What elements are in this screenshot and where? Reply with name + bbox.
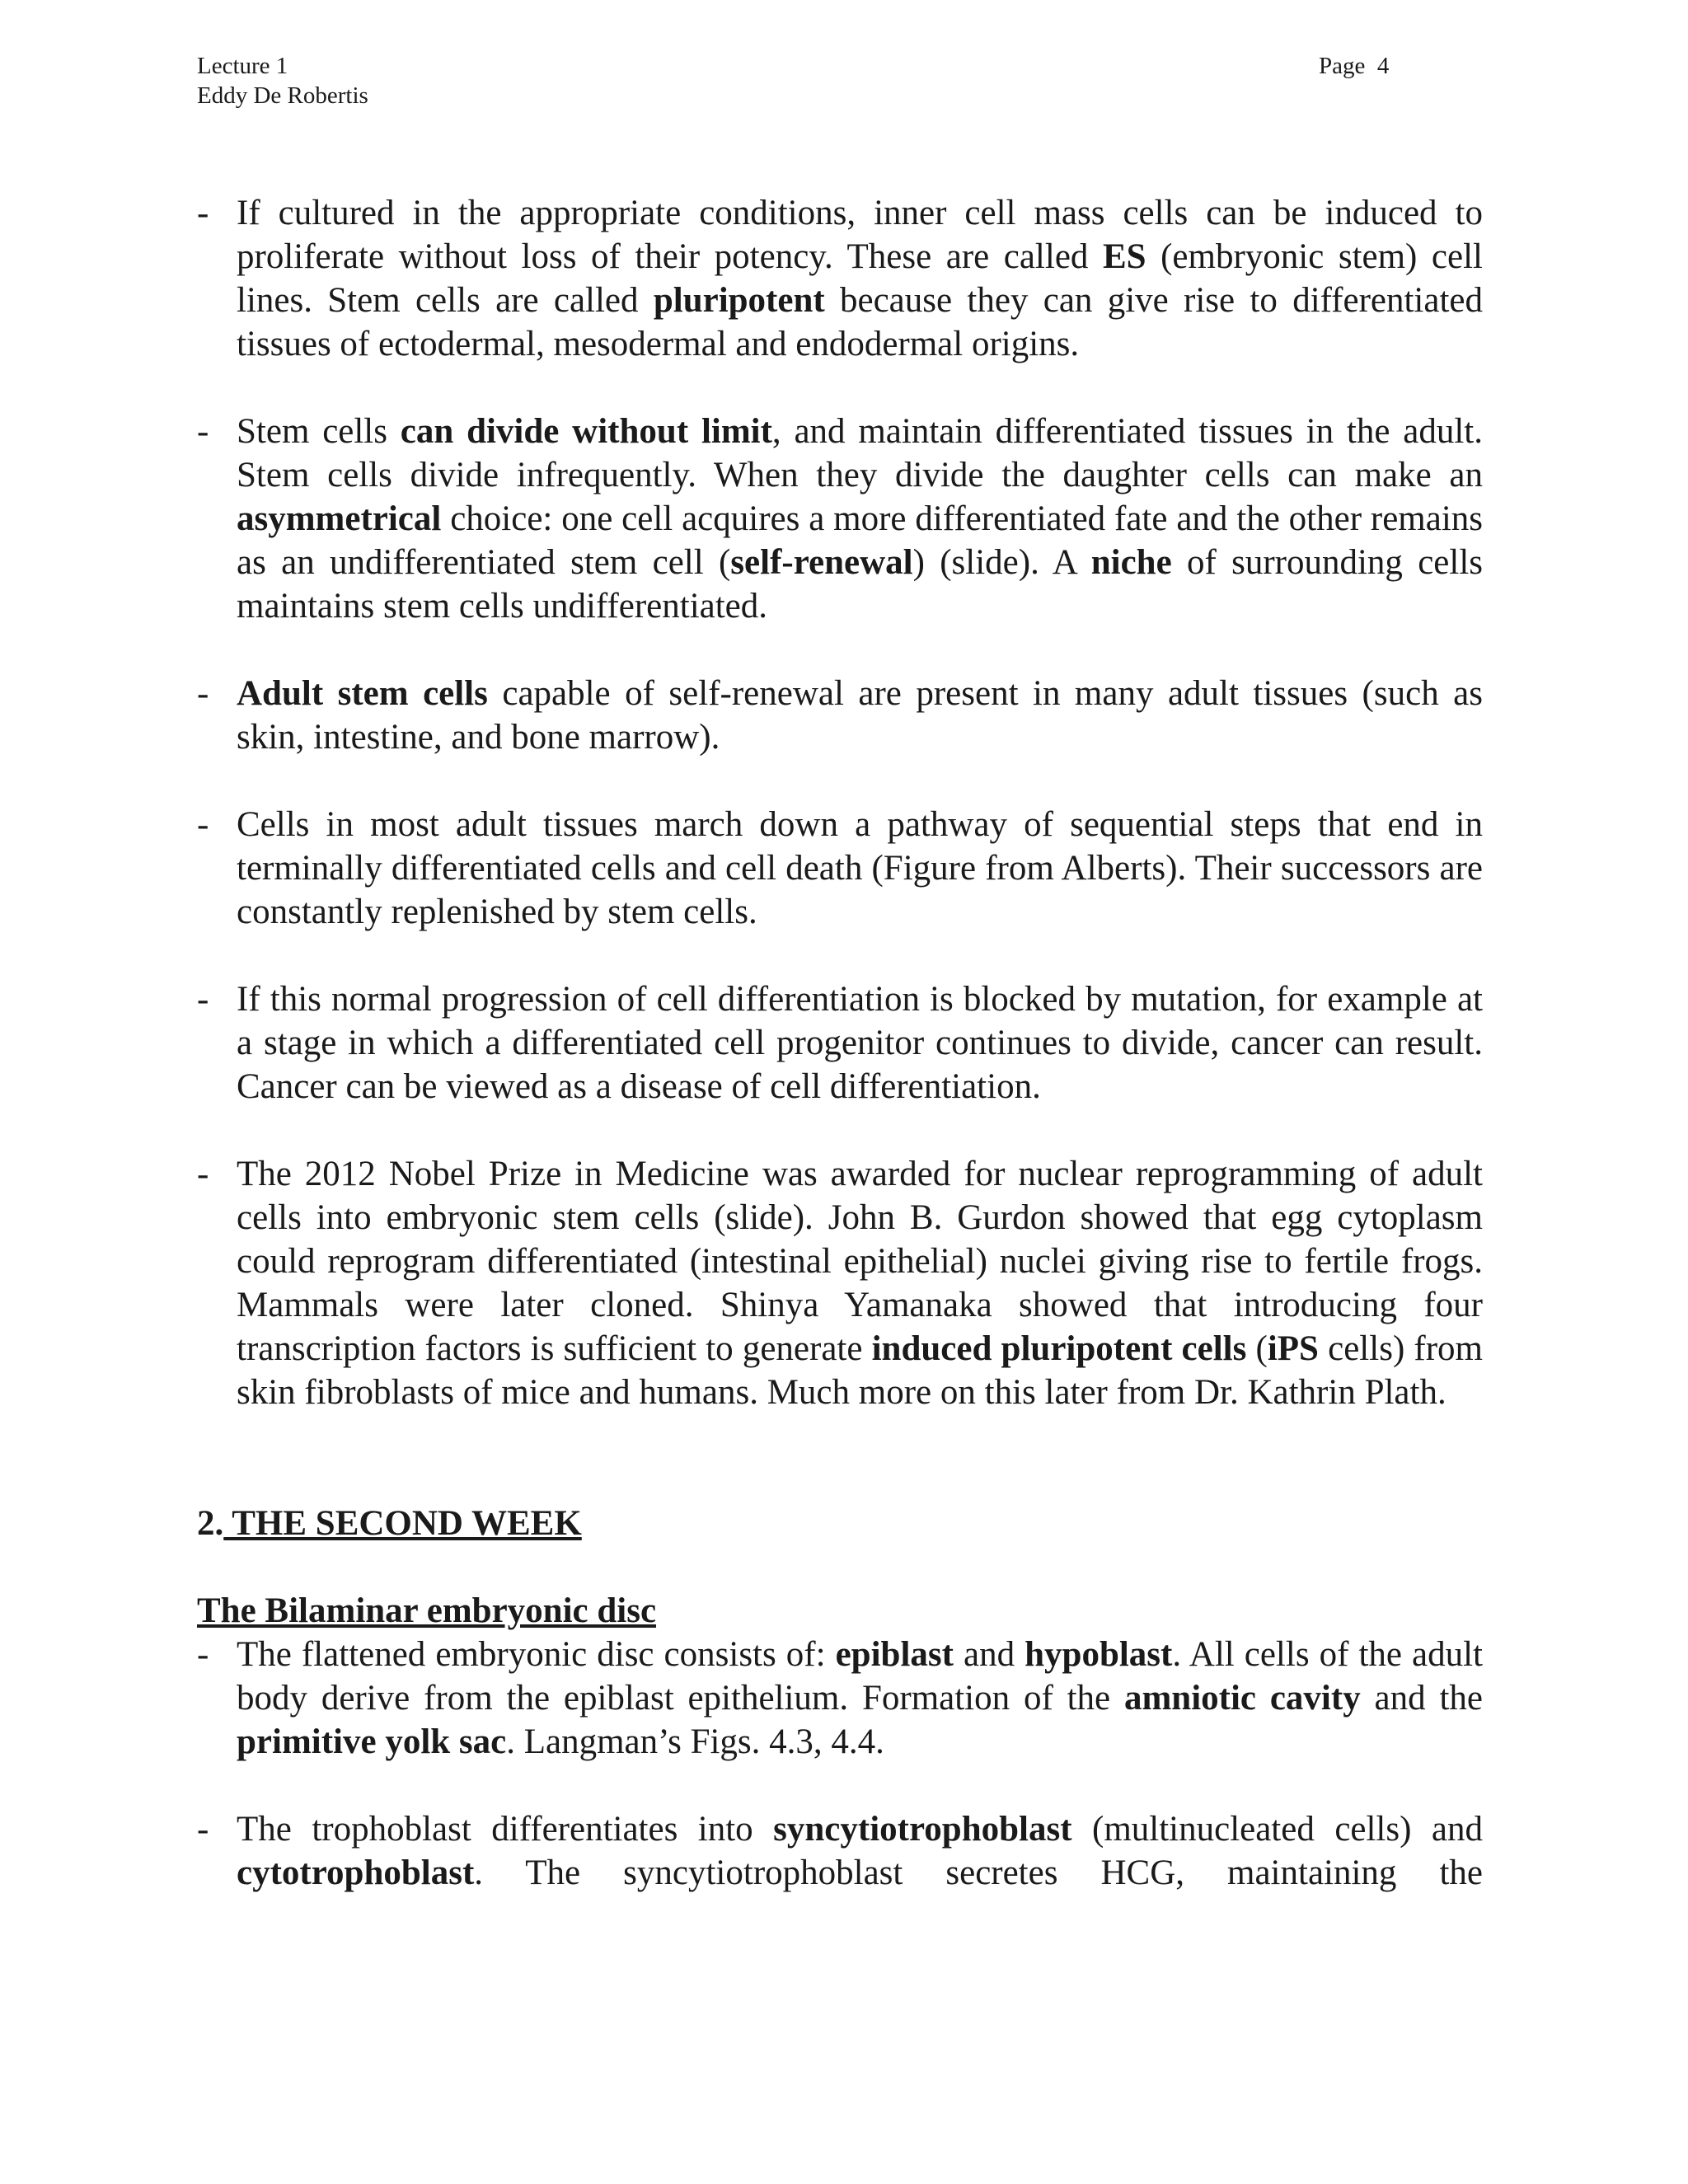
bold-term: amniotic cavity	[1123, 1679, 1361, 1718]
bold-term: self-renewal	[730, 543, 913, 582]
text-run: and the	[1360, 1679, 1483, 1718]
paragraph-embryonic-disc	[197, 1633, 1483, 1764]
bold-term: iPS	[1267, 1329, 1319, 1368]
text-run: If this normal progression of cell differentiation is blocked by mutation, for example at a stage in which a differentiated cell progenitor continues to divide, cancer can result. Cancer can be viewed as a disease of cell differentiation.	[237, 980, 1483, 1106]
bullet-dash: -	[197, 980, 209, 1019]
section-heading	[197, 1502, 1483, 1545]
paragraph-stem-cell-division	[197, 410, 1483, 628]
lecture-label: Lecture 1	[197, 53, 288, 79]
bold-term: induced pluripotent cells	[871, 1329, 1247, 1368]
subsection-heading: The Bilaminar embryonic disc	[197, 1591, 657, 1630]
text-run: cells) from skin fibroblasts of mice and humans. Much more on this later from Dr. Kathrin Plath.	[237, 1329, 1483, 1412]
bullet-dash: -	[197, 1155, 209, 1193]
text-run: (multinucleated cells) and	[1071, 1810, 1483, 1849]
bold-term: asymmetrical	[237, 499, 442, 538]
text-run: capable of self-renewal are present in many adult tissues (such as skin, intestine, and bone marrow).	[237, 674, 1483, 757]
bold-term: cytotrophoblast	[237, 1854, 475, 1892]
bold-term: ES	[1102, 237, 1146, 276]
text-run: ) (slide). A	[912, 543, 1091, 582]
author-name: Eddy De Robertis	[197, 82, 368, 109]
text-run: . All cells of the adult body derive from the epiblast epithelium. Formation of the	[237, 1635, 1483, 1718]
text-run: . The syncytiotrophoblast secretes HCG, maintaining the	[474, 1854, 1483, 1892]
bullet-dash: -	[197, 194, 209, 232]
section-title: THE SECOND WEEK	[223, 1504, 582, 1543]
text-run: The flattened embryonic disc consists of:	[237, 1635, 836, 1674]
text-run: (embryonic stem) cell lines. Stem cells are called	[237, 237, 1483, 320]
text-run: of surrounding cells maintains stem cells undifferentiated.	[237, 543, 1484, 626]
bold-term: primitive yolk sac	[237, 1722, 507, 1761]
body-text	[197, 191, 1483, 1895]
paragraph-nobel-prize	[197, 1152, 1483, 1414]
text-run: Stem cells	[237, 412, 401, 451]
paragraph-adult-stem-cells	[197, 672, 1483, 759]
text-run: The trophoblast differentiates into	[237, 1810, 774, 1849]
bold-term: niche	[1090, 543, 1172, 582]
text-run: Cells in most adult tissues march down a pathway of sequential steps that end in terminally differentiated cells and cell death (Figure from Alberts). Their successors are constantly replenished by stem cells.	[237, 805, 1483, 931]
text-run: (	[1246, 1329, 1268, 1368]
section-number: 2.	[197, 1504, 224, 1543]
text-run: , and maintain differentiated tissues in the adult. Stem cells divide infrequently. When they divide the daughter cells can make an	[237, 412, 1483, 494]
text-run: . Langman’s Figs. 4.3, 4.4.	[506, 1722, 884, 1761]
paragraph-differentiation-pathway	[197, 803, 1483, 934]
text-run: choice: one cell acquires a more differentiated fate and the other remains as an undifferentiated stem cell (	[237, 499, 1483, 582]
running-header	[197, 51, 368, 110]
bold-term: pluripotent	[653, 281, 825, 320]
text-run: The 2012 Nobel Prize in Medicine was awarded for nuclear reprogramming of adult cells into embryonic stem cells (slide). John B. Gurdon showed that egg cytoplasm could reprogram differentiated (intestinal epithelial) nuclei giving rise to fertile frogs. Mammals were later cloned. Shinya Yamanaka showed that introducing four transcription factors is sufficient to generate	[237, 1155, 1483, 1368]
bullet-dash: -	[197, 1635, 209, 1674]
page-number: Page 4	[1319, 53, 1390, 79]
paragraph-trophoblast	[197, 1807, 1483, 1895]
bullet-dash: -	[197, 1810, 209, 1849]
text-run: because they can give rise to differentiated tissues of ectodermal, mesodermal and endodermal origins.	[237, 281, 1483, 363]
bold-term: syncytiotrophoblast	[773, 1810, 1072, 1849]
text-run: If cultured in the appropriate conditions, inner cell mass cells can be induced to proliferate without loss of their potency. These are called	[237, 194, 1483, 276]
paragraph-es-cells	[197, 191, 1483, 366]
bullet-dash: -	[197, 412, 209, 451]
bold-term: epiblast	[835, 1635, 954, 1674]
text-run: and	[953, 1635, 1025, 1674]
bold-term: Adult stem cells	[237, 674, 488, 713]
paragraph-cancer	[197, 977, 1483, 1108]
bullet-dash: -	[197, 674, 209, 713]
bullet-dash: -	[197, 805, 209, 844]
bold-term: can divide without limit	[400, 412, 772, 451]
bold-term: hypoblast	[1025, 1635, 1173, 1674]
